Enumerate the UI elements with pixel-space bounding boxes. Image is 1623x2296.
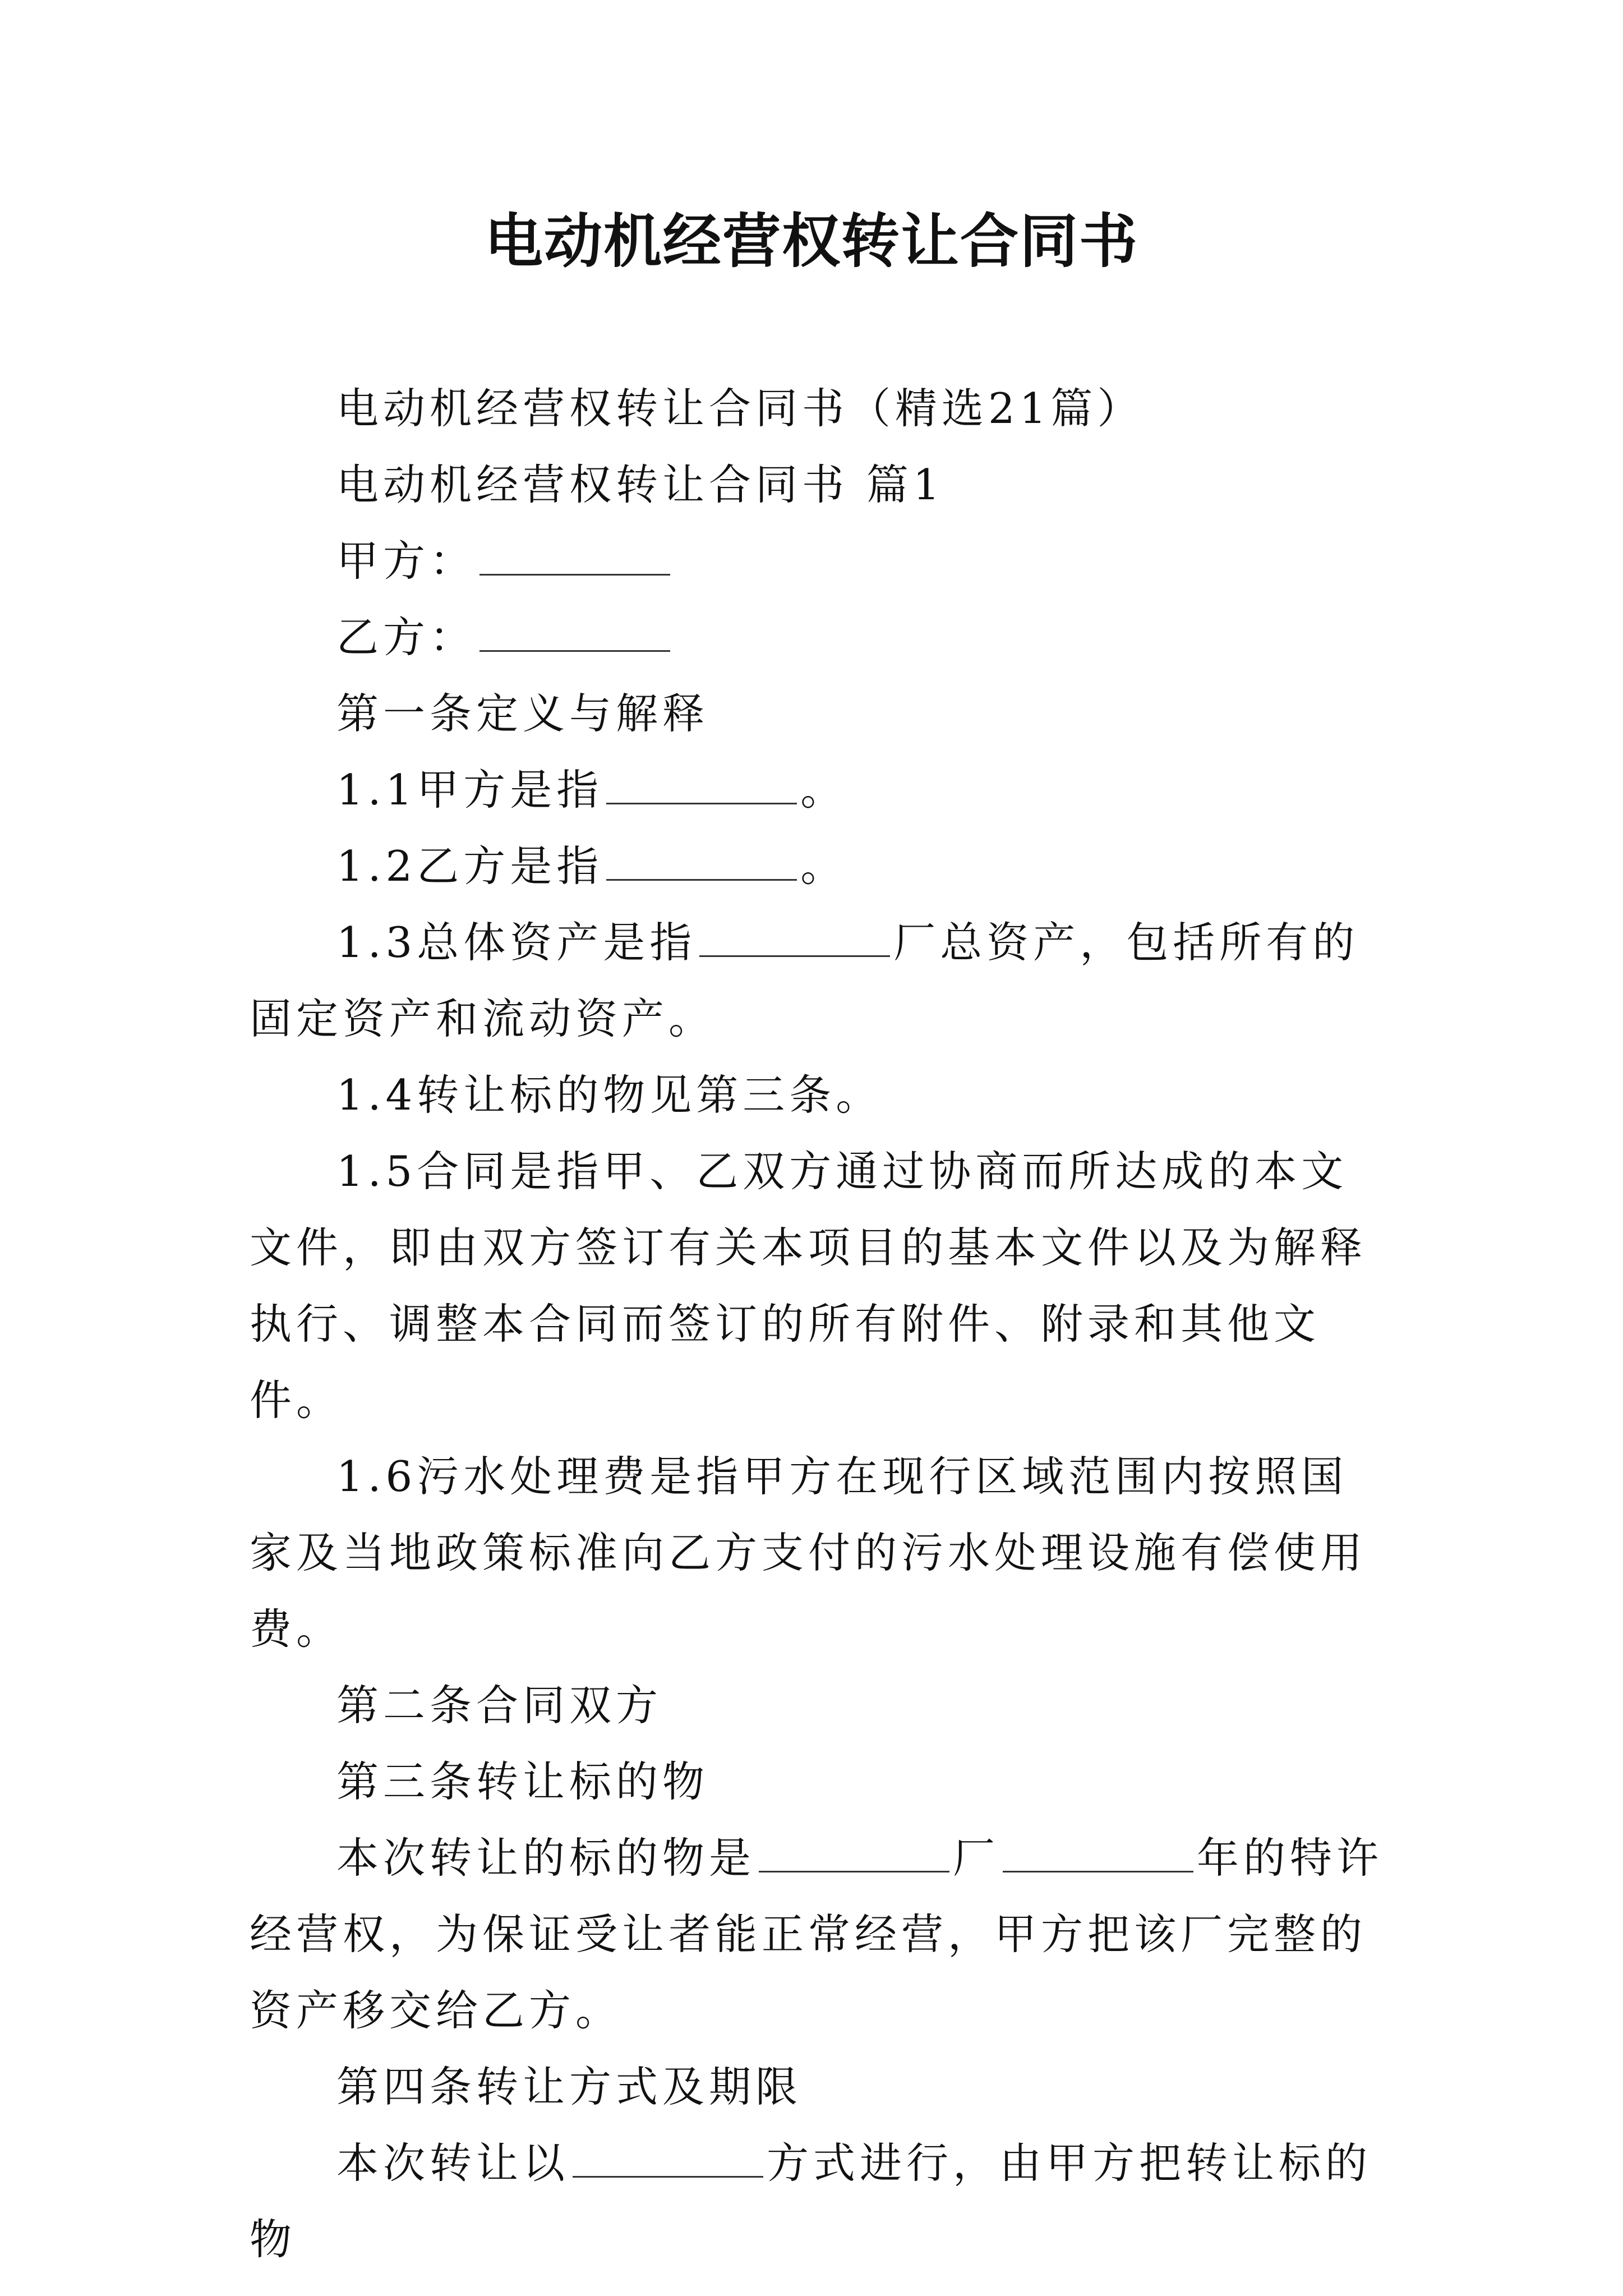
clause-text: 。 — [800, 841, 847, 891]
section-heading-text: 第三条转让标的物 — [336, 1757, 709, 1806]
party-a-blank — [479, 535, 670, 576]
clause-text: 1.6污水处理费是指甲方在现行区域范围内按照国家及当地政策标准向乙方支付的污水处理设施有偿使用费。 — [250, 1452, 1367, 1654]
clause-text: 1.1甲方是指 — [336, 765, 603, 815]
clause-text: 厂 — [953, 1833, 1000, 1883]
clause-text: 本次转让以 — [336, 2138, 570, 2188]
clause — [250, 1057, 1394, 1133]
section-heading — [250, 1667, 1394, 1743]
clause — [250, 904, 1394, 1057]
fill-blank — [606, 763, 797, 804]
fill-blank — [1003, 1832, 1193, 1872]
clause — [250, 1438, 1394, 1667]
fill-blank — [699, 916, 890, 957]
clause-text: 年的特许经营权，为保证受让者能正常经营，甲方把该厂完整的资产移交给乙方。 — [250, 1833, 1384, 2035]
paragraph-text: 电动机经营权转让合同书（精选21篇） — [336, 384, 1144, 433]
section-heading-text: 第四条转让方式及期限 — [336, 2062, 803, 2111]
section-heading — [250, 2049, 1394, 2125]
party-b-label: 乙方： — [336, 613, 477, 662]
clause — [250, 1133, 1394, 1438]
clause-text: 方式进行，由甲方把转让标的物 — [250, 2138, 1372, 2264]
section-heading-text: 第一条定义与解释 — [336, 689, 709, 738]
section-heading — [250, 675, 1394, 752]
section-heading — [250, 1743, 1394, 1820]
clause-text: 本次转让的标的物是 — [336, 1833, 756, 1883]
party-b-blank — [479, 611, 670, 652]
clause-text: 厂总资产，包括所有的固定资产和流动资产。 — [250, 918, 1359, 1043]
document-title: 电动机经营权转让合同书 — [484, 207, 1138, 275]
fill-blank — [573, 2137, 763, 2178]
fill-blank — [606, 840, 797, 881]
party-a-line — [250, 523, 1394, 599]
paragraph — [250, 447, 1394, 523]
clause — [250, 1820, 1394, 2049]
paragraph — [250, 370, 1394, 447]
clause-text: 1.5合同是指甲、乙双方通过协商而所达成的本文文件，即由双方签订有关本项目的基本文件以及为解释执行、调整本合同而签订的所有附件、附录和其他文件。 — [250, 1147, 1367, 1425]
document-body — [250, 370, 1394, 2277]
clause-text: 。 — [800, 765, 847, 815]
clause-text: 1.3总体资产是指 — [336, 918, 697, 967]
fill-blank — [759, 1832, 949, 1872]
clause-text: 1.4转让标的物见第三条。 — [336, 1070, 883, 1120]
clause — [250, 828, 1394, 904]
clause — [250, 752, 1394, 828]
section-heading-text: 第二条合同双方 — [336, 1681, 663, 1730]
paragraph-text: 电动机经营权转让合同书 篇1 — [336, 460, 944, 509]
clause-text: 1.2乙方是指 — [336, 841, 603, 891]
party-b-line — [250, 599, 1394, 675]
party-a-label: 甲方： — [336, 536, 477, 586]
clause — [250, 2125, 1394, 2277]
